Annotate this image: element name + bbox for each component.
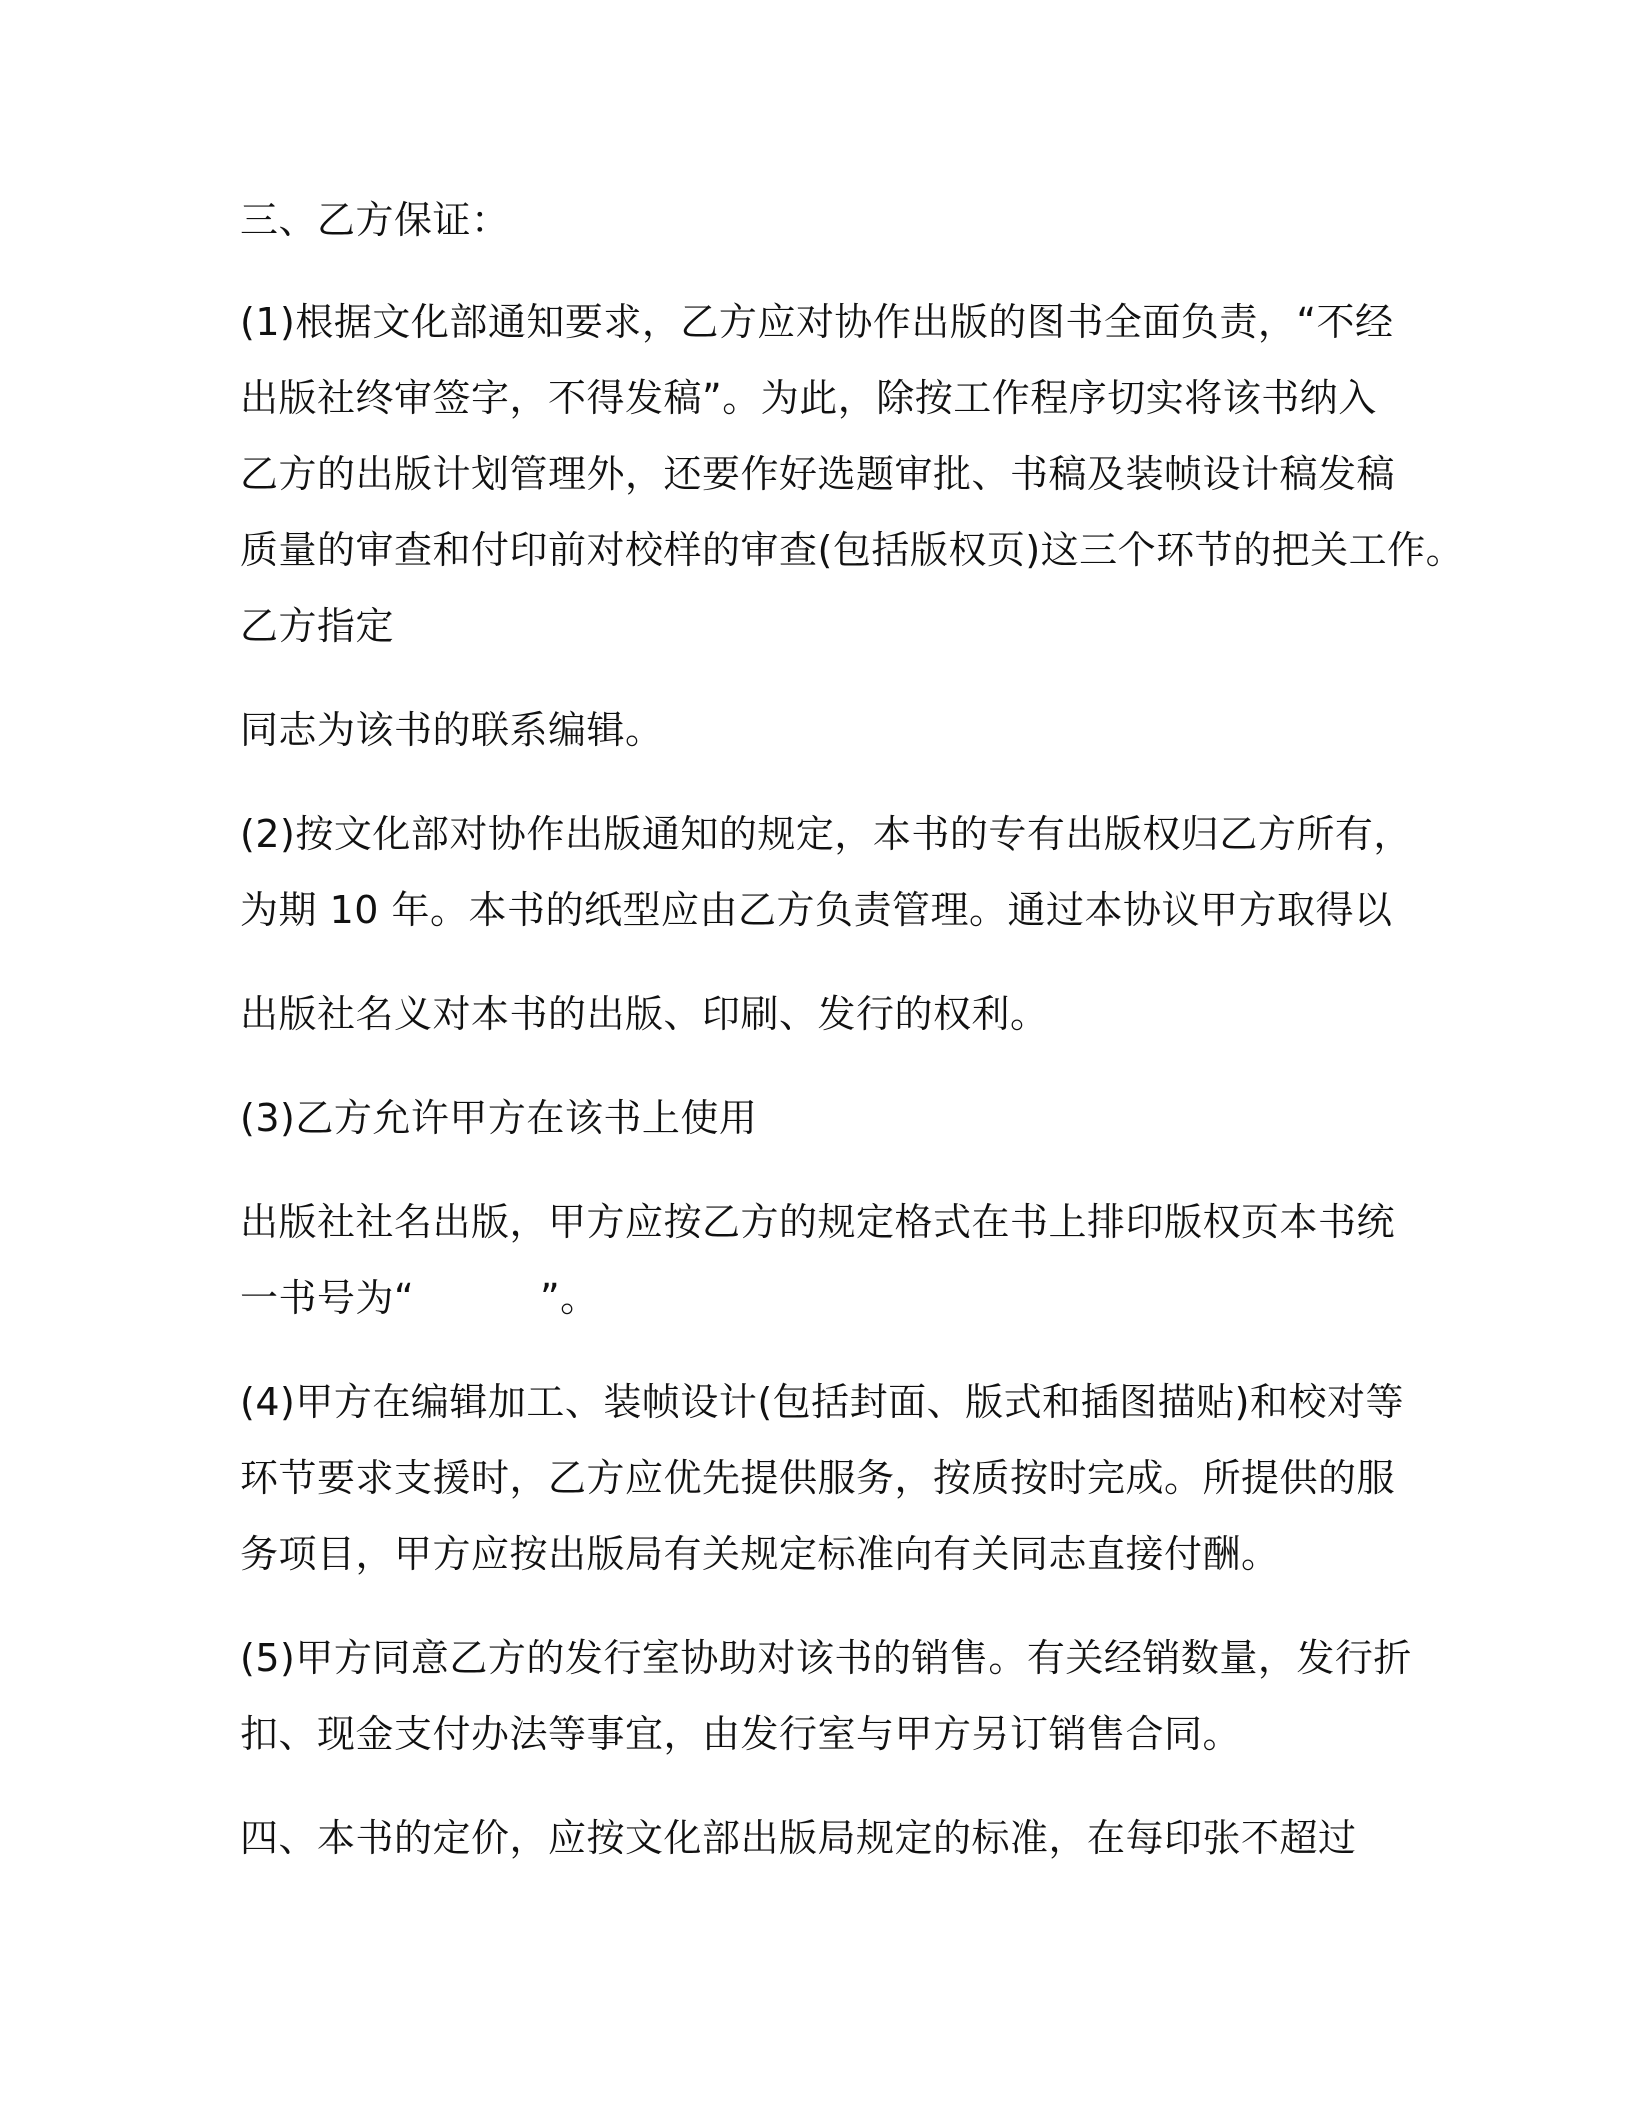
clause-3-line-2: 出版社社名出版，甲方应按乙方的规定格式在书上排印版权页本书统 [240, 1200, 1396, 1244]
section-heading-4: 四、本书的定价，应按文化部出版局规定的标准，在每印张不超过 [240, 1816, 1357, 1860]
clause-5-line-2: 扣、现金支付办法等事宜，由发行室与甲方另订销售合同。 [240, 1712, 1242, 1756]
clause-1-line-5: 乙方指定 [240, 604, 395, 648]
section-heading-3: 三、乙方保证： [240, 198, 510, 242]
clause-5-line-1: (5)甲方同意乙方的发行室协助对该书的销售。有关经销数量，发行折 [240, 1636, 1412, 1680]
clause-1-line-4: 质量的审查和付印前对校样的审查(包括版权页)这三个环节的把关工作。 [240, 528, 1465, 572]
clause-2-line-1: (2)按文化部对协作出版通知的规定，本书的专有出版权归乙方所有， [240, 812, 1412, 856]
clause-2-line-3: 出版社名义对本书的出版、印刷、发行的权利。 [240, 992, 1049, 1036]
clause-1-line-6: 同志为该书的联系编辑。 [240, 708, 664, 752]
clause-1-line-1: (1)根据文化部通知要求，乙方应对协作出版的图书全面负责，“不经 [240, 300, 1394, 344]
clause-4-line-1: (4)甲方在编辑加工、装帧设计(包括封面、版式和插图描贴)和校对等 [240, 1380, 1404, 1424]
clause-1-line-2: 出版社终审签字，不得发稿”。为此，除按工作程序切实将该书纳入 [240, 376, 1377, 420]
clause-2-line-2: 为期 10 年。本书的纸型应由乙方负责管理。通过本协议甲方取得以 [240, 888, 1393, 932]
clause-4-line-3: 务项目，甲方应按出版局有关规定标准向有关同志直接付酬。 [240, 1532, 1280, 1576]
clause-4-line-2: 环节要求支援时，乙方应优先提供服务，按质按时完成。所提供的服 [240, 1456, 1396, 1500]
clause-1-line-3: 乙方的出版计划管理外，还要作好选题审批、书稿及装帧设计稿发稿 [240, 452, 1396, 496]
clause-3-line-3: 一书号为“ ”。 [240, 1276, 599, 1320]
clause-3-line-1: (3)乙方允许甲方在该书上使用 [240, 1096, 758, 1140]
